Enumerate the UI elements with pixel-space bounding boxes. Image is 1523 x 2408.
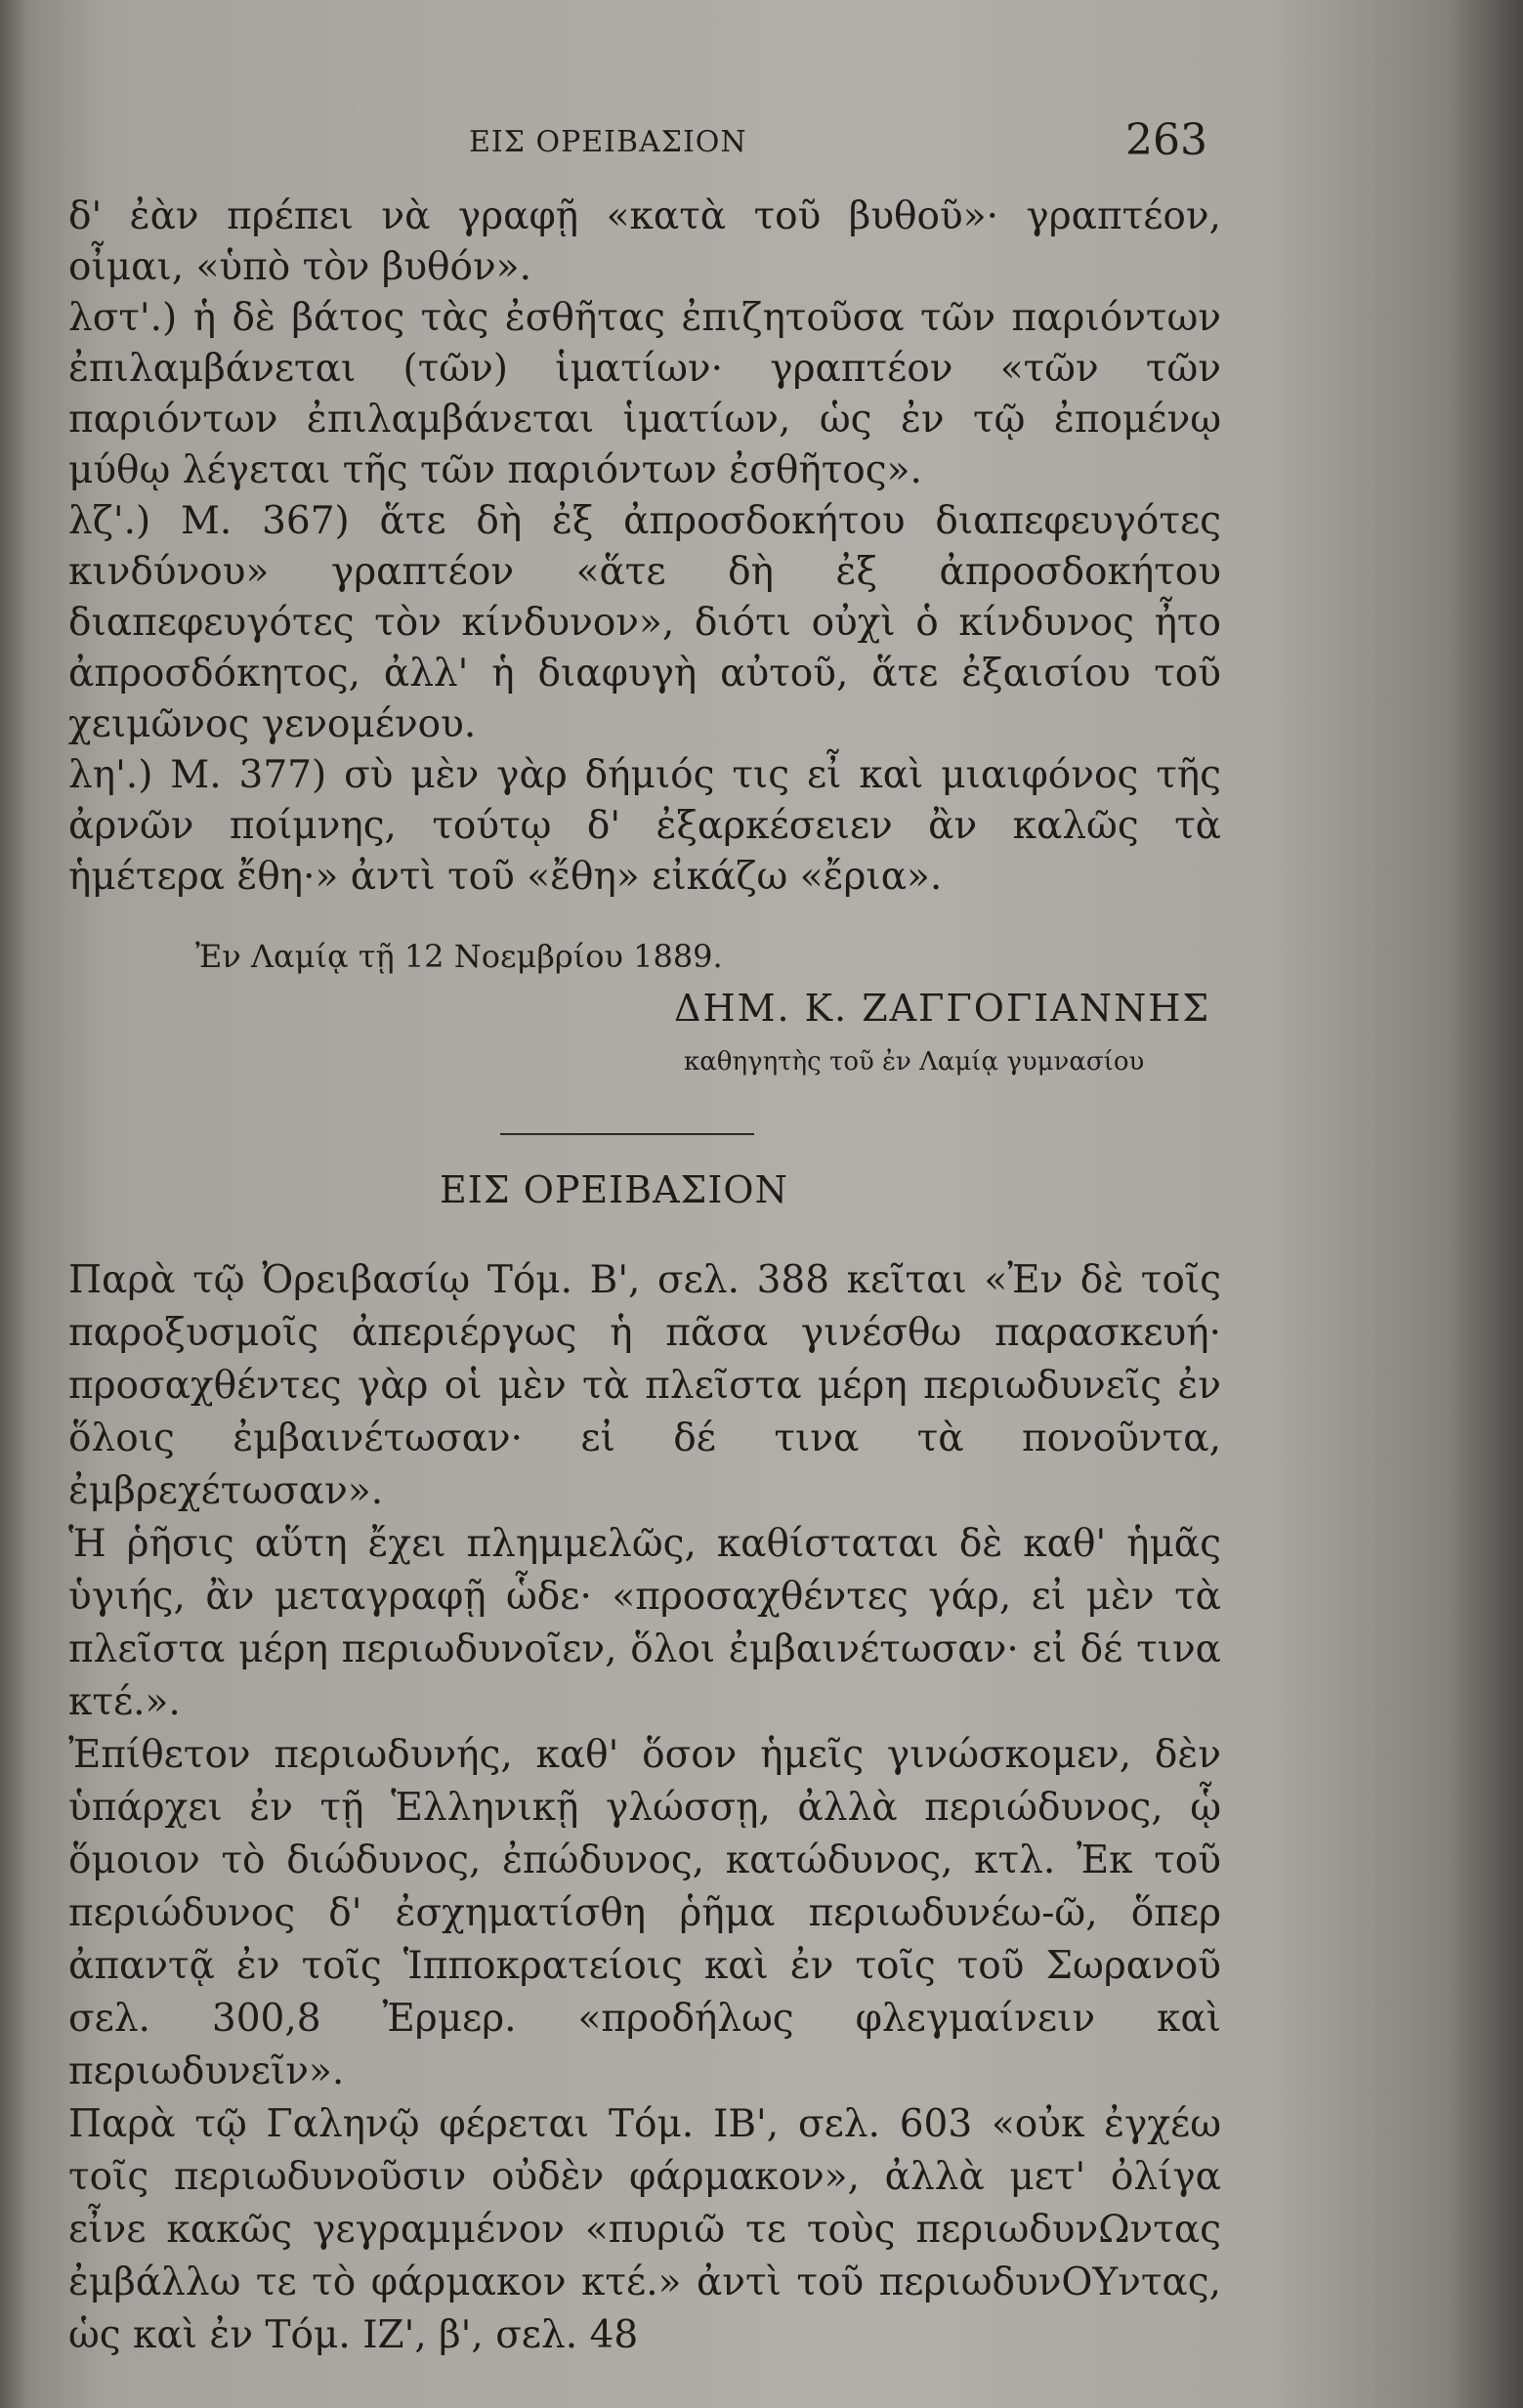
section-paragraph: Ἐπίθετον περιωδυνής, καθ' ὅσον ἡμεῖς γινώσκομεν, δὲν ὑπάρχει ἐν τῇ Ἑλληνικῇ γλώσσῃ, ἀλλὰ περιώδυνος, ᾧ ὅμοιον τὸ διώδυνος, ἐπώδυνος, κατώδυνος, κτλ. Ἐκ τοῦ περιώδυνος δ' ἐσχηματίσθη ῥῆμα περιωδυνέω-ῶ, ὅπερ ἀπαντᾷ ἐν τοῖς Ἱπποκρατείοις καὶ ἐν τοῖς τοῦ Σωρανοῦ σελ. 300,8 Ἐρμερ. «προδήλως φλεγμαίνειν καὶ περιωδυνεῖν». [68, 1733, 1221, 2093]
section-title: ΕΙΣ ΟΡΕΙΒΑΣΙΟΝ [440, 1168, 788, 1211]
section-divider [500, 1133, 754, 1135]
note-paragraph: λζ'.) Μ. 367) ἅτε δὴ ἐξ ἀπροσδοκήτου διαπεφευγότες κινδύνου» γραπτέον «ἅτε δὴ ἐξ ἀπροσδοκήτου διαπεφευγότες τὸν κίνδυνον», διότι οὐχὶ ὁ κίνδυνος ἦτο ἀπροσδόκητος, ἀλλ' ἡ διαφυγὴ αὐτοῦ, ἅτε ἐξαισίου τοῦ χειμῶνος γενομένου. [68, 499, 1221, 746]
note-paragraph: λστ'.) ἡ δὲ βάτος τὰς ἐσθῆτας ἐπιζητοῦσα τῶν παριόντων ἐπιλαμβάνεται (τῶν) ἱματίων· γραπτέον «τῶν τῶν παριόντων ἐπιλαμβάνεται ἱματίων, ὡς ἐν τῷ ἐπομένῳ μύθῳ λέγεται τῆς τῶν παριόντων ἐσθῆτος». [68, 296, 1221, 492]
section-paragraph: Ἡ ῥῆσις αὕτη ἔχει πλημμελῶς, καθίσταται δὲ καθ' ἡμᾶς ὑγιής, ἂν μεταγραφῇ ὧδε· «προσαχθέντες γάρ, εἰ μὲν τὰ πλεῖστα μέρη περιωδυνοῖεν, ὅλοι ἐμβαινέτωσαν· εἰ δέ τινα κτέ.». [68, 1522, 1221, 1724]
note-paragraph: λη'.) Μ. 377) σὺ μὲν γὰρ δήμιός τις εἶ καὶ μιαιφόνος τῆς ἀρνῶν ποίμνης, τούτῳ δ' ἐξαρκέσειεν ἂν καλῶς τὰ ἡμέτερα ἔθη·» ἀντὶ τοῦ «ἔθη» εἰκάζω «ἔρια». [68, 753, 1221, 899]
section-paragraph: Παρὰ τῷ Ὀρειβασίῳ Τόμ. Β', σελ. 388 κεῖται «Ἐν δὲ τοῖς παροξυσμοῖς ἀπεριέργως ἡ πᾶσα γινέσθω παρασκευή· προσαχθέντες γὰρ οἱ μὲν τὰ πλεῖστα μέρη περιωδυνεῖς ἐν ὅλοις ἐμβαινέτωσαν· εἰ δέ τινα τὰ πονοῦντα, ἐμβρεχέτωσαν». [68, 1258, 1221, 1513]
dateline: Ἐν Λαμίᾳ τῇ 12 Νοεμβρίου 1889. [195, 938, 723, 975]
running-head: ΕΙΣ ΟΡΕΙΒΑΣΙΟΝ [469, 125, 747, 159]
section-paragraph: Παρὰ τῷ Γαληνῷ φέρεται Τόμ. ΙΒ', σελ. 603 «οὐκ ἐγχέω τοῖς περιωδυνοῦσιν οὐδὲν φάρμακον», ἀλλὰ μετ' ὀλίγα εἶνε κακῶς γεγραμμένον «πυριῶ τε τοὺς περιωδυνΩντας ἐμβάλλω τε τὸ φάρμακον κτέ.» ἀντὶ τοῦ περιωδυνΟΥντας, ὡς καὶ ἐν Τόμ. ΙΖ', β', σελ. 48 [68, 2102, 1221, 2357]
section-body [68, 1254, 1221, 2362]
author-signature: ΔΗΜ. Κ. ΖΑΓΓΟΓΙΑΝΝΗΣ [674, 987, 1211, 1030]
author-title: καθηγητὴς τοῦ ἐν Λαμίᾳ γυμνασίου [684, 1047, 1145, 1077]
notes-block [68, 191, 1221, 903]
note-paragraph: δ' ἐὰν πρέπει νὰ γραφῇ «κατὰ τοῦ βυθοῦ»· γραπτέον, οἶμαι, «ὑπὸ τὸν βυθόν». [68, 194, 1221, 289]
page-number: 263 [1125, 115, 1207, 165]
